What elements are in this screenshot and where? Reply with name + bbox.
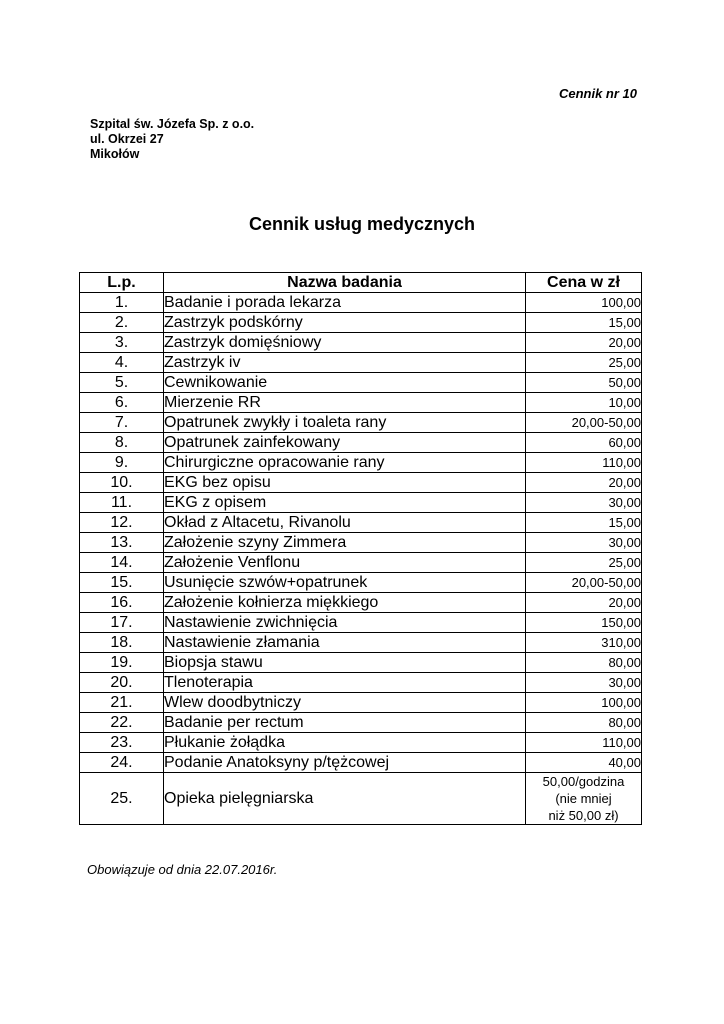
row-number: 17. (80, 613, 164, 633)
table-row (80, 713, 642, 733)
service-price (526, 413, 642, 433)
service-name: Założenie szyny Zimmera (164, 533, 526, 553)
service-price (526, 353, 642, 373)
service-price (526, 533, 642, 553)
row-number: 2. (80, 313, 164, 333)
service-price (526, 553, 642, 573)
service-price (526, 653, 642, 673)
row-number: 15. (80, 573, 164, 593)
service-name: Usunięcie szwów+opatrunek (164, 573, 526, 593)
service-price (526, 633, 642, 653)
row-number: 16. (80, 593, 164, 613)
price-line: 80,00 (608, 715, 641, 730)
service-price (526, 713, 642, 733)
row-number: 8. (80, 433, 164, 453)
row-number: 11. (80, 493, 164, 513)
table-row (80, 353, 642, 373)
service-name: Okład z Altacetu, Rivanolu (164, 513, 526, 533)
price-table-body (80, 293, 642, 825)
table-row (80, 773, 642, 825)
service-name: Biopsja stawu (164, 653, 526, 673)
service-price (526, 753, 642, 773)
table-row (80, 673, 642, 693)
service-price (526, 393, 642, 413)
table-row (80, 433, 642, 453)
service-price (526, 293, 642, 313)
service-price (526, 573, 642, 593)
table-row (80, 453, 642, 473)
service-name: Badanie i porada lekarza (164, 293, 526, 313)
price-line: 25,00 (608, 555, 641, 570)
hospital-name: Szpital św. Józefa Sp. z o.o. (90, 117, 255, 131)
service-name: Opatrunek zwykły i toaleta rany (164, 413, 526, 433)
row-number: 9. (80, 453, 164, 473)
price-line: 20,00 (608, 335, 641, 350)
service-name: Nastawienie zwichnięcia (164, 613, 526, 633)
table-header-row (80, 273, 642, 293)
service-price (526, 613, 642, 633)
row-number: 6. (80, 393, 164, 413)
table-row (80, 393, 642, 413)
price-line: 110,00 (602, 735, 641, 750)
service-price (526, 693, 642, 713)
row-number: 24. (80, 753, 164, 773)
service-price (526, 453, 642, 473)
service-price (526, 593, 642, 613)
price-line: 150,00 (601, 615, 641, 630)
table-row (80, 493, 642, 513)
price-line: 50,00 (608, 375, 641, 390)
row-number: 4. (80, 353, 164, 373)
price-line: 100,00 (601, 295, 641, 310)
service-name: Zastrzyk iv (164, 353, 526, 373)
price-line: 40,00 (608, 755, 641, 770)
price-line: 50,00/godzina (542, 774, 625, 789)
hospital-address (90, 117, 254, 162)
row-number: 22. (80, 713, 164, 733)
service-price (526, 333, 642, 353)
price-table (79, 272, 642, 825)
service-price (526, 433, 642, 453)
table-row (80, 733, 642, 753)
row-number: 7. (80, 413, 164, 433)
service-name: Opieka pielęgniarska (164, 773, 526, 825)
table-row (80, 513, 642, 533)
service-price (526, 673, 642, 693)
table-row (80, 293, 642, 313)
table-row (80, 753, 642, 773)
price-line: 10,00 (608, 395, 641, 410)
table-row (80, 553, 642, 573)
row-number: 13. (80, 533, 164, 553)
service-name: Cewnikowanie (164, 373, 526, 393)
table-row (80, 593, 642, 613)
table-row (80, 653, 642, 673)
price-line: 30,00 (608, 675, 641, 690)
service-name: Wlew doodbytniczy (164, 693, 526, 713)
price-line: 20,00-50,00 (571, 575, 641, 590)
service-price (526, 733, 642, 753)
price-line: (nie mniej (555, 791, 612, 806)
service-name: Opatrunek zainfekowany (164, 433, 526, 453)
price-line: 310,00 (601, 635, 641, 650)
service-name: Założenie Venflonu (164, 553, 526, 573)
table-row (80, 413, 642, 433)
row-number: 25. (80, 773, 164, 825)
price-line: 110,00 (602, 455, 641, 470)
validity-note: Obowiązuje od dnia 22.07.2016r. (87, 862, 278, 877)
row-number: 3. (80, 333, 164, 353)
price-line: 15,00 (608, 515, 641, 530)
row-number: 21. (80, 693, 164, 713)
service-price (526, 493, 642, 513)
price-line: 30,00 (608, 495, 641, 510)
table-row (80, 693, 642, 713)
table-row (80, 333, 642, 353)
hospital-city: Mikołów (90, 147, 140, 161)
service-name: Nastawienie złamania (164, 633, 526, 653)
table-row (80, 533, 642, 553)
price-line: 15,00 (608, 315, 641, 330)
price-line: 20,00 (608, 595, 641, 610)
table-row (80, 633, 642, 653)
table-row (80, 313, 642, 333)
price-line: 25,00 (608, 355, 641, 370)
table-row (80, 473, 642, 493)
service-name: Chirurgiczne opracowanie rany (164, 453, 526, 473)
row-number: 19. (80, 653, 164, 673)
price-line: niż 50,00 zł) (548, 808, 619, 823)
service-name: EKG bez opisu (164, 473, 526, 493)
service-name: Zastrzyk domięśniowy (164, 333, 526, 353)
price-line: 100,00 (601, 695, 641, 710)
table-row (80, 613, 642, 633)
service-name: Mierzenie RR (164, 393, 526, 413)
service-name: Podanie Anatoksyny p/tężcowej (164, 753, 526, 773)
service-price (526, 373, 642, 393)
row-number: 5. (80, 373, 164, 393)
column-header-lp: L.p. (80, 273, 164, 293)
row-number: 20. (80, 673, 164, 693)
row-number: 14. (80, 553, 164, 573)
document-number: Cennik nr 10 (558, 86, 637, 101)
price-line: 20,00-50,00 (571, 415, 641, 430)
service-name: Założenie kołnierza miękkiego (164, 593, 526, 613)
price-line: 30,00 (608, 535, 641, 550)
service-price (526, 773, 642, 825)
service-name: Zastrzyk podskórny (164, 313, 526, 333)
price-line: 20,00 (608, 475, 641, 490)
column-header-name: Nazwa badania (164, 273, 526, 293)
table-row (80, 373, 642, 393)
row-number: 12. (80, 513, 164, 533)
price-line: 80,00 (608, 655, 641, 670)
service-name: Tlenoterapia (164, 673, 526, 693)
page-title: Cennik usług medycznych (248, 214, 476, 234)
service-name: EKG z opisem (164, 493, 526, 513)
price-line: 60,00 (608, 435, 641, 450)
row-number: 18. (80, 633, 164, 653)
row-number: 23. (80, 733, 164, 753)
row-number: 1. (80, 293, 164, 313)
service-name: Badanie per rectum (164, 713, 526, 733)
hospital-street: ul. Okrzei 27 (90, 132, 164, 146)
service-price (526, 473, 642, 493)
table-row (80, 573, 642, 593)
service-price (526, 513, 642, 533)
service-price (526, 313, 642, 333)
column-header-price: Cena w zł (526, 273, 642, 293)
service-name: Płukanie żołądka (164, 733, 526, 753)
row-number: 10. (80, 473, 164, 493)
